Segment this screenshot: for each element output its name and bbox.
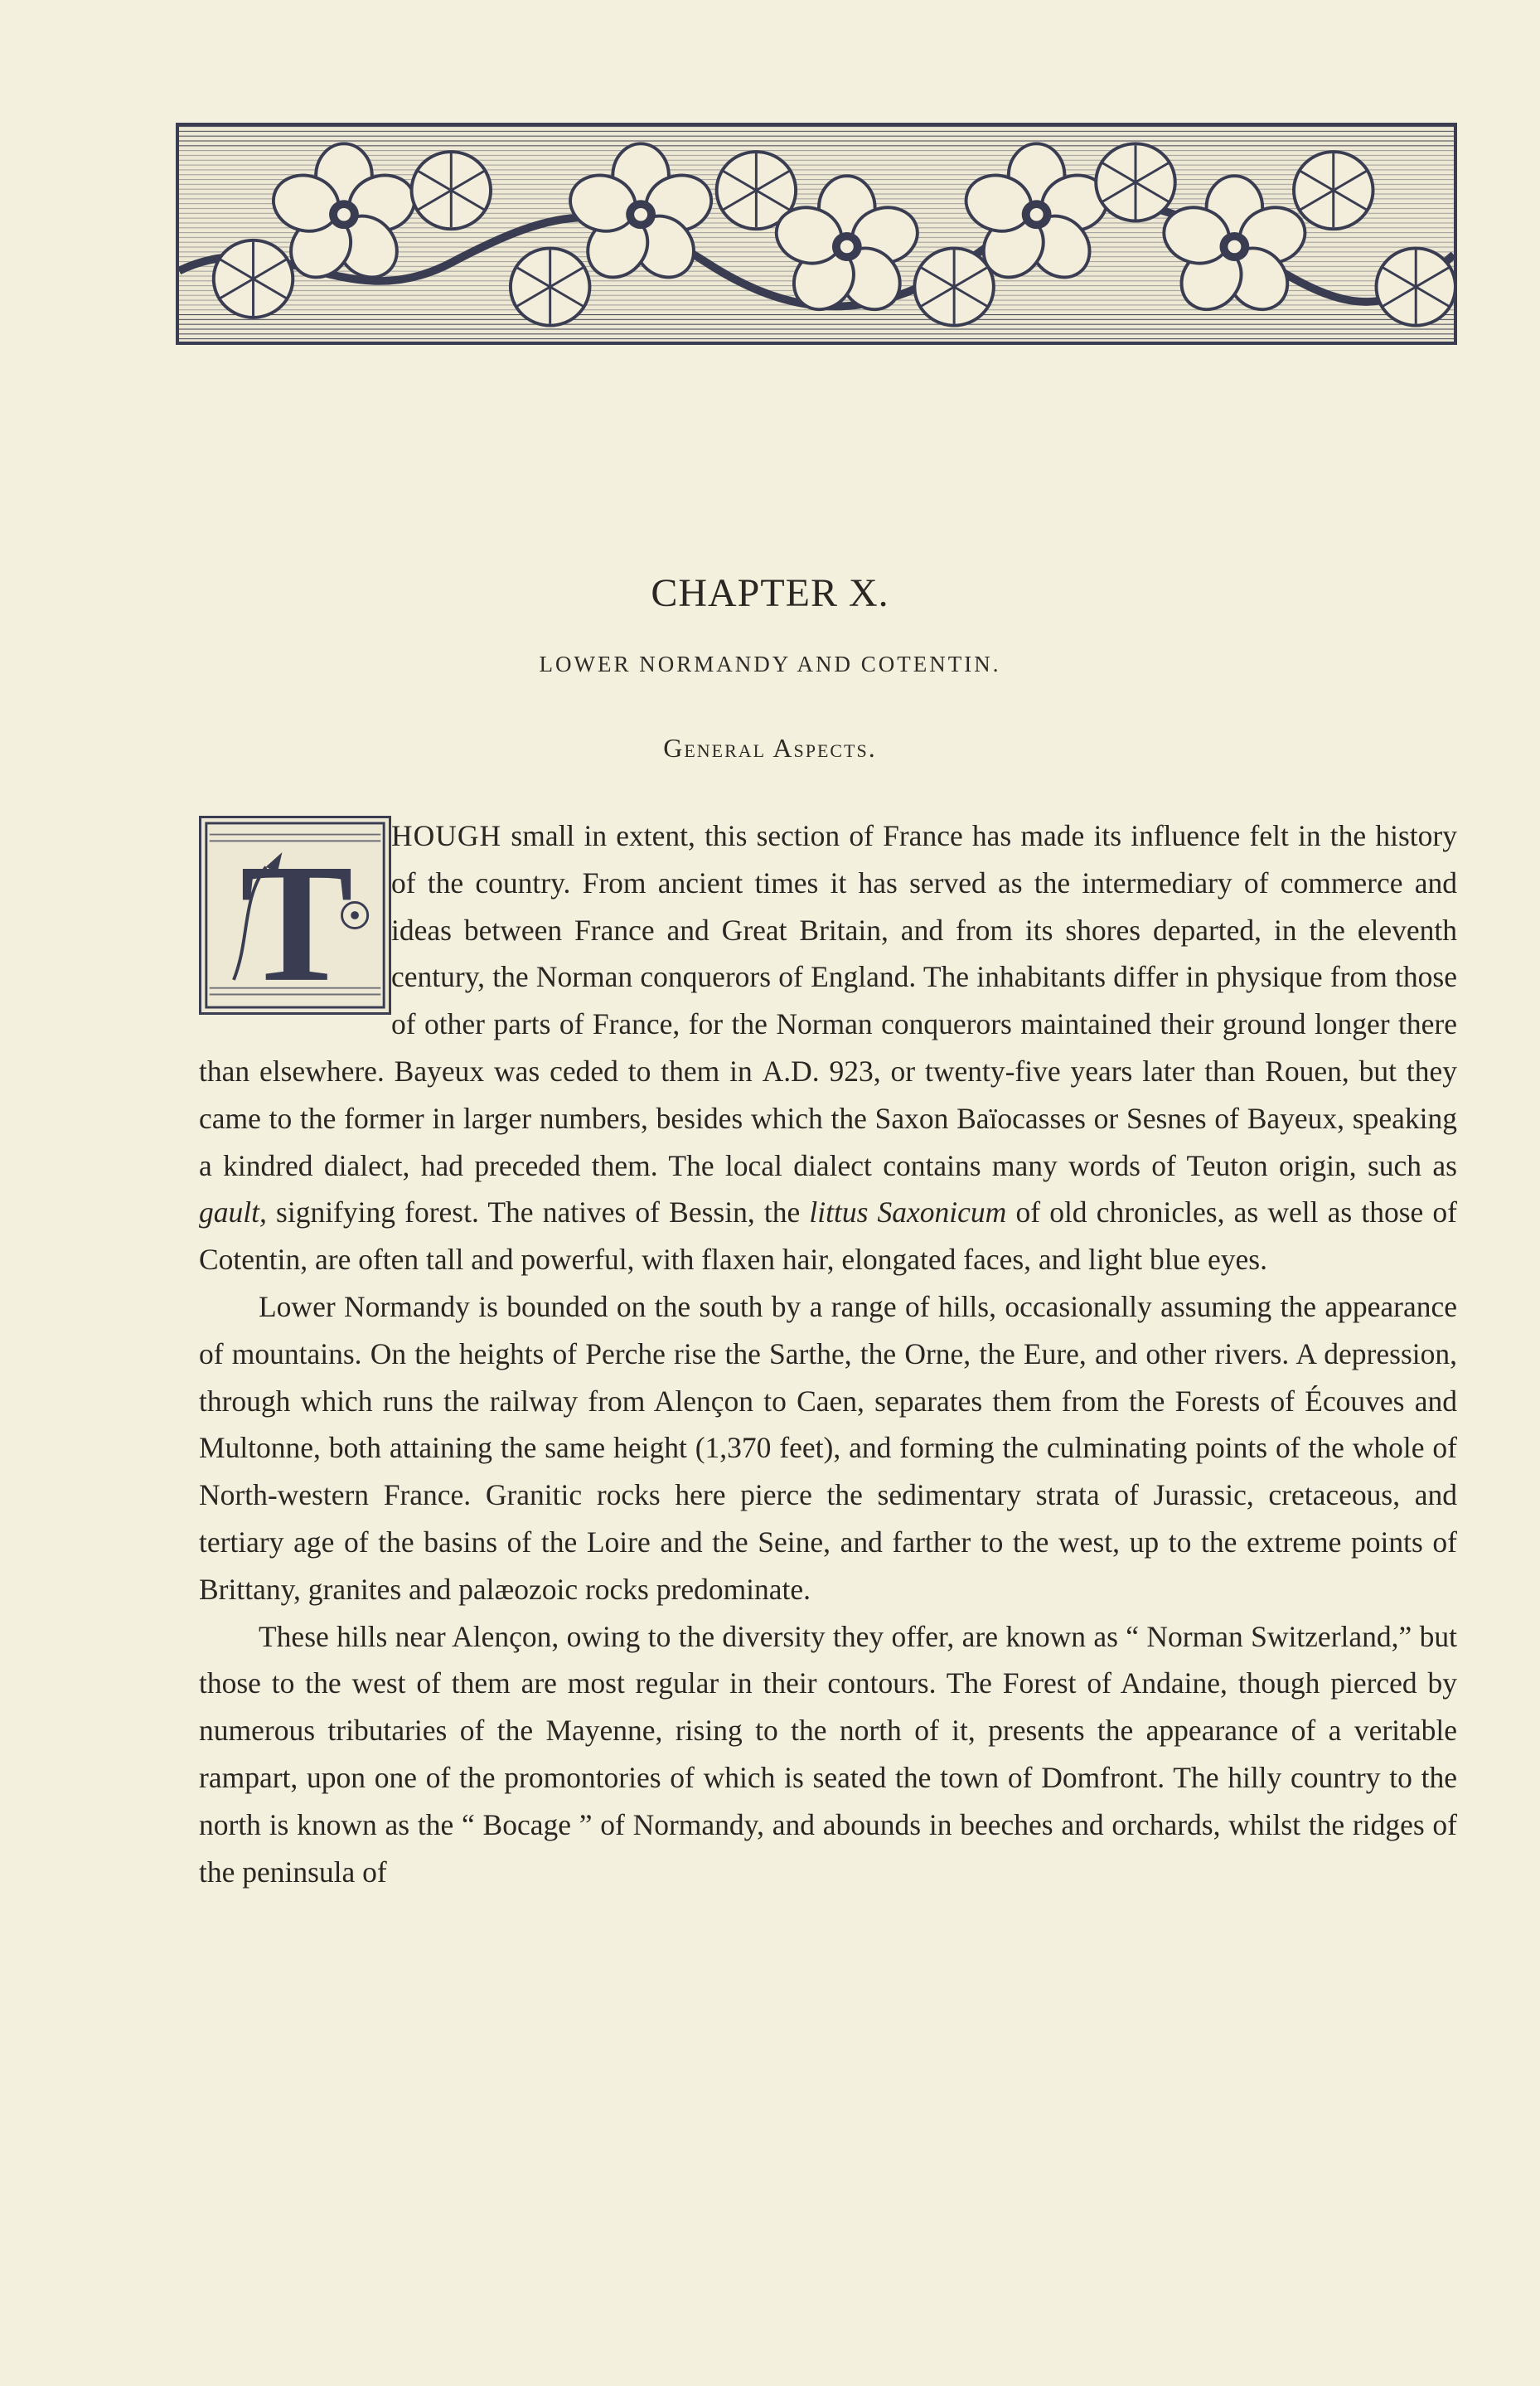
italic-term-gault: gault, [199,1195,267,1229]
paragraph-1-text-b: 923, or twenty-five years later than Rouen, but they came to the former in larger numbers, besides which the Saxon Baïocasses or Sesnes of Bayeux, speaking a kindred dialect, had preceded them. The local dialect contains many words of Teuton origin, such as [199,1054,1458,1182]
floral-header-banner [176,123,1457,345]
paragraph-3: These hills near Alençon, owing to the diversity they offer, are known as “ Norman Switzerland,” but those to the west of them are most regular in their contours. The Forest of Andaine, though pierced by numerous tributaries of the Mayenne, rising to the north of it, presents the appearance of a veritable rampart, upon one of the promontories of which is seated the town of Domfront. The hilly country to the north is known as the “ Bocage ” of Normandy, and abounds in beeches and orchards, whilst the ridges of the peninsula of [199,1619,1457,1889]
floral-ornament-icon [179,126,1454,342]
chapter-subtitle: LOWER NORMANDY AND COTENTIN. [539,652,1001,677]
paragraph-1-text-d: of old chronicles, as well as those of Cotentin, are often tall and powerful, with flaxen hair, elongated faces, and light blue eyes. [199,1195,1458,1277]
chapter-title: CHAPTER X. [651,571,889,615]
section-heading: General Aspects. [663,733,877,763]
paragraph-lead-word: HOUGH [391,819,502,852]
body-text [199,812,1457,1895]
italic-term-littus: littus Saxonicum [809,1195,1007,1229]
paragraph-1-text-c: signifying forest. The natives of Bessin, the [266,1195,810,1229]
paragraph-1 [199,812,1457,1283]
paragraph-1-text-a: small in extent, this section of France has made its influence felt in the history of the country. From ancient times it has served as the intermediary of commerce and ideas between France and Great Britain, and from its shores departed, in the eleventh century, the Norman conquerors of England. The inhabitants differ in physique from those of other parts of France, for the Norman conquerors maintained their ground longer there than elsewhere. Bayeux was ceded to them in [199,819,1457,1088]
paragraph-2: Lower Normandy is bounded on the south by a range of hills, occasionally assuming the appearance of mountains. On the heights of Perche rise the Sarthe, the Orne, the Eure, and other rivers. A depression, through which runs the railway from Alençon to Caen, separates them from the Forests of Écouves and Multonne, both attaining the same height (1,370 feet), and forming the culminating points of the whole of North-western France. Granitic rocks here pierce the sedimentary strata of Jurassic, cretaceous, and tertiary age of the basins of the Loire and the Seine, and farther to the west, up to the extreme points of Brittany, granites and palæozoic rocks predominate. [199,1289,1457,1606]
dropcap-letter: T [240,829,354,1012]
era-abbreviation: A.D. [762,1054,820,1088]
